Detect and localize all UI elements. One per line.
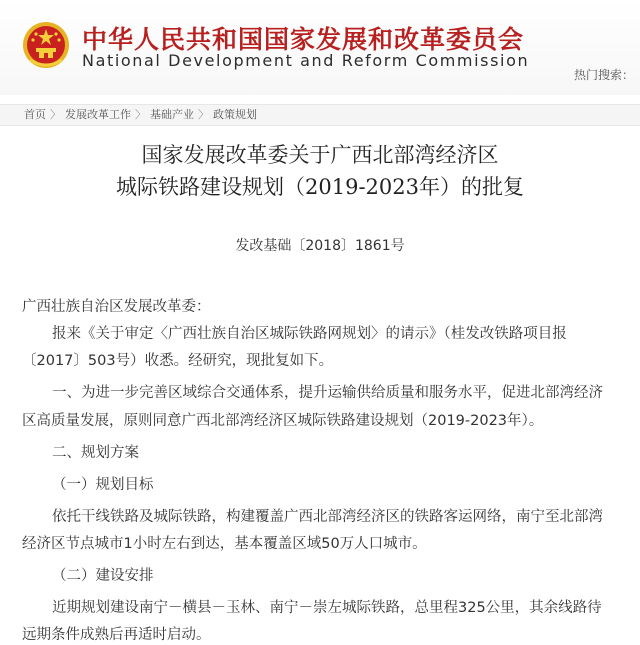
national-emblem-icon	[22, 20, 70, 70]
document-number: 发改基础〔2018〕1861号	[235, 238, 405, 254]
addressee-line: 广西壮族自治区发展改革委：	[22, 299, 211, 315]
body-line: 一、为进一步完善区域综合交通体系，提升运输供给质量和服务水平，促进北部湾经济	[52, 385, 603, 401]
body-line: 依托干线铁路及城际铁路，构建覆盖广西北部湾经济区的铁路客运网络，南宁至北部湾	[52, 509, 603, 525]
site-name-cn: 中华人民共和国国家发展和改革委员会	[82, 25, 525, 54]
breadcrumb-separator: 〉	[135, 108, 146, 121]
body-line: 经济区节点城市1小时左右到达，基本覆盖区域50万人口城市。	[22, 536, 427, 552]
body-line: 近期规划建设南宁－横县－玉林、南宁－崇左城际铁路，总里程325公里，其余线路待	[52, 600, 602, 616]
hot-search-label: 热门搜索：	[573, 68, 634, 82]
breadcrumb-separator: 〉	[50, 108, 61, 121]
subsection-heading: （二）建设安排	[52, 568, 154, 584]
body-line: 报来《关于审定〈广西壮族自治区城际铁路网规划〉的请示》（桂发改铁路项目报	[52, 326, 567, 342]
body-line: 区高质量发展，原则同意广西北部湾经济区城际铁路建设规划（2019-2023年）。	[22, 413, 544, 429]
site-name-en: National Development and Reform Commission	[82, 51, 530, 70]
document-title-line-1: 国家发展改革委关于广西北部湾经济区	[141, 143, 499, 167]
breadcrumb-infrastructure-link[interactable]: 基础产业	[150, 108, 194, 121]
document-title-line-2: 城际铁路建设规划（2019-2023年）的批复	[116, 175, 524, 199]
body-line: 远期条件成熟后再适时启动。	[22, 627, 211, 643]
body-line: 〔2017〕503号）收悉。经研究，现批复如下。	[22, 353, 334, 369]
subsection-heading: （一）规划目标	[52, 477, 154, 493]
breadcrumb-separator: 〉	[198, 108, 209, 121]
breadcrumb	[0, 104, 640, 126]
breadcrumb-home-link[interactable]: 首页	[24, 108, 46, 121]
section-heading: 二、规划方案	[52, 445, 139, 461]
site-header	[0, 0, 640, 95]
breadcrumb-policy-link[interactable]: 政策规划	[213, 108, 257, 121]
breadcrumb-reform-work-link[interactable]: 发展改革工作	[65, 108, 131, 121]
